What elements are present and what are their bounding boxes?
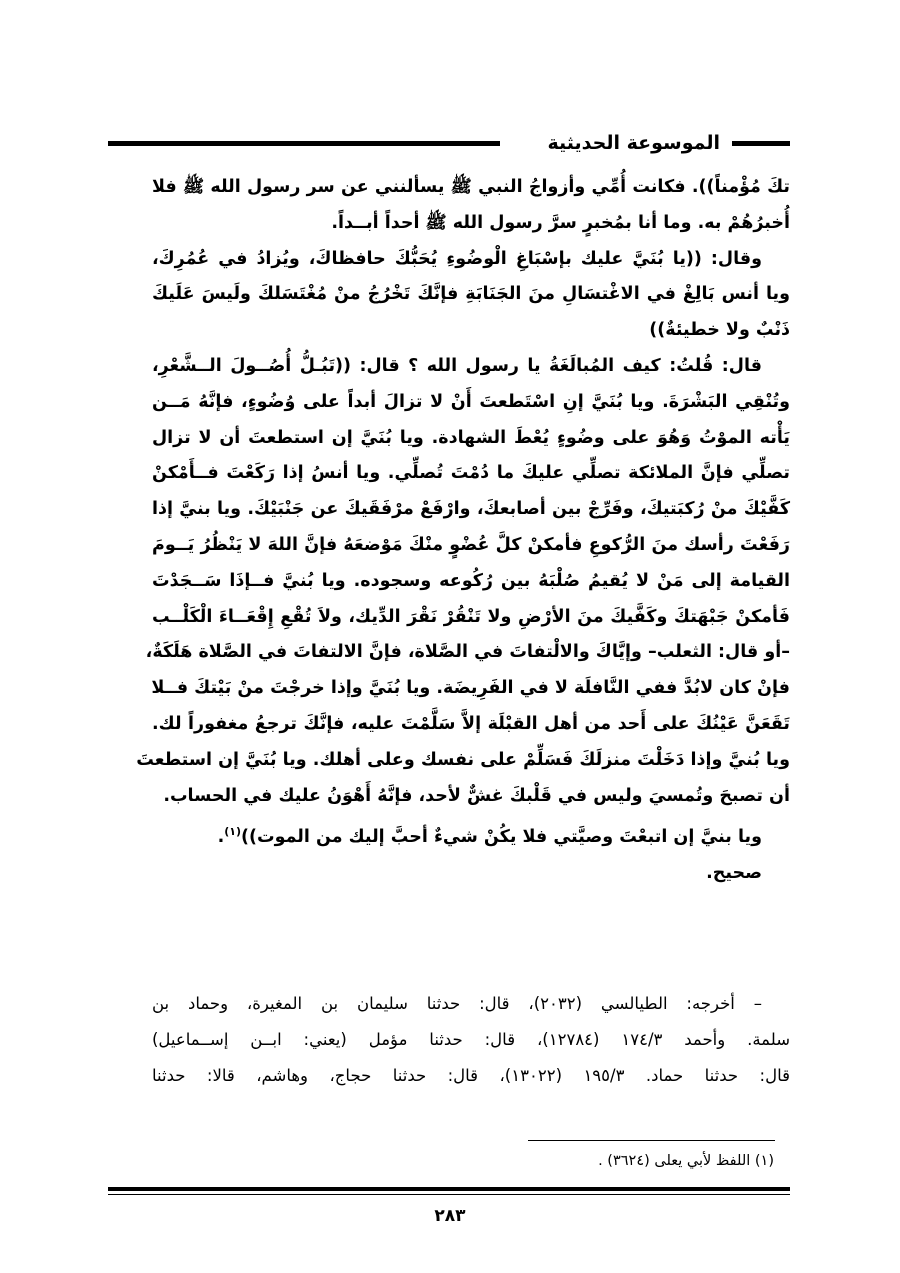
text-line: يَأْته الموْتُ وَهُوَ على وضُوءٍ يُعْطَ الشهادة. ويا بُنَيَّ إن استطعتَ أن لا تزال [152,427,790,448]
takhrij-text [152,986,790,1094]
text-line: أُخبرُهُمْ به. وما أنا بمُخبرٍ سرَّ رسول الله ﷺ أحداً أبــداً. [331,212,790,233]
header-rule-left [108,141,500,146]
footnote-separator [528,1140,775,1141]
text-line: وقال: ((يا بُنَيَّ عليك بإسْبَاغِ الْوضُوءِ يُحَبُّكَ حافظاكَ، ويُزادُ في عُمُرِكَ، [152,248,762,269]
header-title: الموسوعة الحديثية [547,132,720,154]
text-line: رَفَعْتَ رأسك منَ الرُّكوعِ فأمكنْ كلَّ عُضْوٍ منْكَ مَوْضعَهُ فإنَّ اللهَ لا يَنْظُرُ يَــومَ [152,534,790,555]
footer-rule-thick [108,1187,790,1191]
grading-label: صحيح. [706,862,762,883]
text-line: تَقَعَنَّ عَيْنُكَ على أَحد من أهل القبْلَة إلاَّ سَلَّمْتَ عليه، فإنَّكَ ترجعُ مغفوراً لك. [152,713,790,734]
takhrij-line: قال: حدثنا حماد. ١٩٥/٣ (١٣٠٢٢)، قال: حدثنا حجاج، وهاشم، قالا: حدثنا [152,1066,791,1085]
takhrij-line: – أخرجه: الطيالسي (٢٠٣٢)، قال: حدثنا سليمان بن المغيرة، وحماد بن [152,994,762,1013]
footer-rule-thin [108,1194,790,1195]
text-line: ويا بُنيَّ وإذا دَخَلْتَ منزلَكَ فَسَلِّمْ على نفسك وعلى أهلك. ويا بُنَيَّ إن استطعتَ [136,749,790,770]
footnote-marker: (١) [224,825,242,839]
text-line: ذَنْبٌ ولا خطيئةٌ)) [649,320,790,341]
text-line: –أو قال: الثعلب– وإيَّاكَ والالْتفاتَ في الصَّلاة، فإنَّ الالتفاتَ في الصَّلاة هَلَكَةٌ، [145,642,790,663]
text-line: قال: قُلتُ: كيف المُبالَغَةُ يا رسول الله ؟ قال: ((تَبُـلُّ أُصُــولَ الــشَّعْرِ، [152,355,762,376]
text-line: وتُنْقِي البَشْرَةَ. ويا بُنَيَّ إنِ اسْتَطعتَ أَنْ لا تزالَ أبداً على وُضُوءٍ، فإنَّهُ مَــن [152,391,790,412]
text-line: تكَ مُؤْمناً)). فكانت أُمِّي وأزواجُ النبي ﷺ يسألنني عن سر رسول الله ﷺ فلا [152,177,790,197]
text-line: أن تصبحَ وتُمسيَ وليس في قَلْبكَ غشٌّ لأحد، فإنَّهُ أَهْوَنُ عليك في الحساب. [163,785,790,806]
hadith-text [136,170,790,892]
text-line: ويا أنس بَالِغْ في الاغْتسَالِ منَ الجَنَابَةِ فإنَّكَ تَخْرُجُ منْ مُغْتَسَلكَ ولَيسَ عَلَيكَ [152,284,790,305]
page-number: ٢٨٣ [434,1206,466,1226]
text-line: تصلِّي فإنَّ الملائكة تصلِّي عليكَ ما دُمْتَ تُصلِّي. ويا أنسُ إذا رَكَعْتَ فــأَمْكنْ [152,463,790,484]
footnote: (١) اللفظ لأبي يعلى (٣٦٢٤) . [598,1153,774,1169]
running-header [108,128,790,158]
text-line: ويا بنيَّ إن اتبعْتَ وصيَّتي فلا يكُنْ شيءٌ أحبَّ إليك من الموت)) [241,827,762,848]
takhrij-line: سلمة. وأحمد ١٧٤/٣ (١٢٧٨٤)، قال: حدثنا مؤمل (يعني: ابــن إســماعيل) [152,1030,791,1049]
text-line: فَأمكنْ جَبْهَتكَ وكَفَّيكَ منَ الأرْضِ ولا تَنْقُرْ نَقْرَ الدِّيك، ولاَ تُقْعِ إِقْعَــاءَ الْكَلْــب [152,606,790,627]
text-line: كَفَّيْكَ منْ رُكبَتيكَ، وفَرِّجْ بين أصابعكَ، وارْفَعْ مرْفَقَيكَ عن جَنْبَيْكَ. ويا بنيَّ إذا [152,499,790,520]
text-line: فإنْ كان لابُدَّ ففي النَّافلَة لا في الفَرِيضَة. ويا بُنَيَّ وإذا خرجْتَ منْ بَيْتكَ فــلا [151,678,790,699]
text-line-with-note: ويا بنيَّ إن اتبعْتَ وصيَّتي فلا يكُنْ شيءٌ أحبَّ إليك من الموت))$^{(١)}$. [217,825,762,848]
text-line: القيامة إلى مَنْ لا يُقيمُ صُلْبَهُ بين رُكُوعه وسجوده. ويا بُنيَّ فــإذَا سَــجَدْتَ [152,570,790,591]
header-rule-right [732,141,790,146]
